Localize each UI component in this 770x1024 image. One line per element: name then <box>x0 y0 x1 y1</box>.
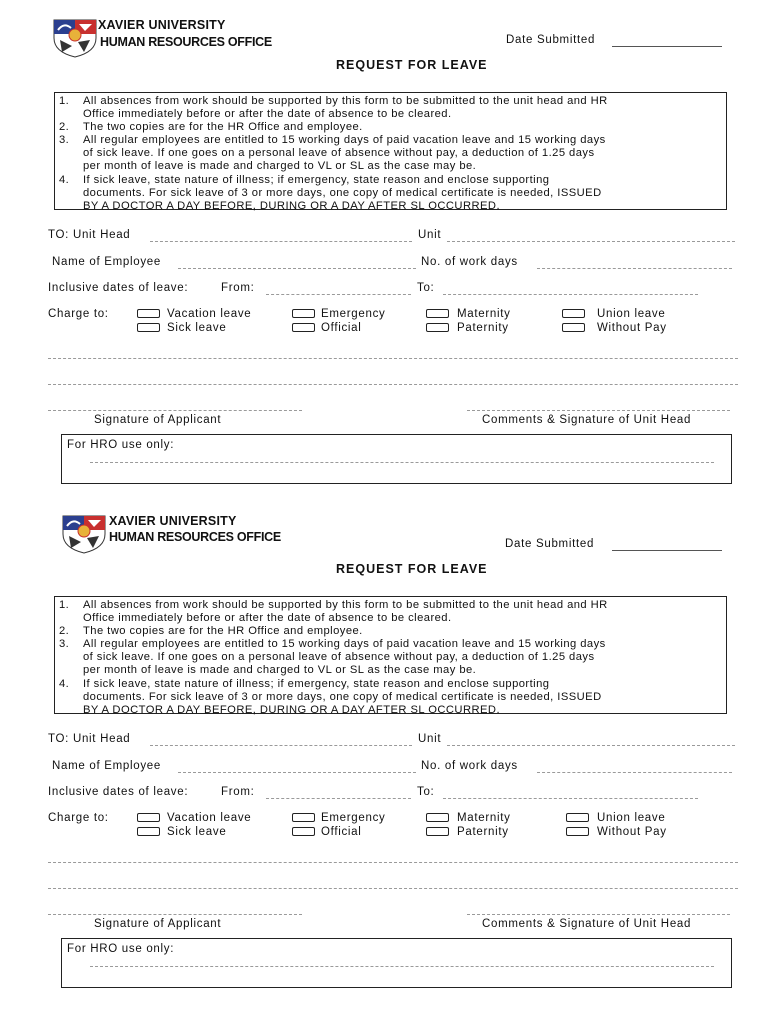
hro-notes-line[interactable] <box>90 462 714 463</box>
emergency-checkbox[interactable] <box>292 813 315 822</box>
instruction-item: 2. The two copies are for the HR Office and employee. <box>59 625 363 638</box>
paternity-checkbox[interactable] <box>426 323 449 332</box>
sick-leave-checkbox[interactable] <box>137 323 160 332</box>
inclusive-dates-label: Inclusive dates of leave: <box>48 282 189 294</box>
inclusive-dates-label: Inclusive dates of leave: <box>48 786 189 798</box>
union-leave-checkbox[interactable] <box>566 813 589 822</box>
applicant-signature-label: Signature of Applicant <box>94 414 222 426</box>
maternity-checkbox[interactable] <box>426 813 449 822</box>
unit-head-field[interactable] <box>150 241 412 242</box>
instruction-item: Office immediately before or after the date of absence to be cleared. <box>83 612 452 625</box>
form-title: REQUEST FOR LEAVE <box>336 58 488 72</box>
form-title: REQUEST FOR LEAVE <box>336 562 488 576</box>
instruction-item: 1. All absences from work should be supported by this form to be submitted to the unit head and HR <box>59 95 608 107</box>
official-label: Official <box>321 322 362 334</box>
date-submitted-label: Date Submitted <box>506 34 596 46</box>
instruction-item: 4. If sick leave, state nature of illness; if emergency, state reason and enclose supporting <box>59 173 550 186</box>
applicant-signature-line[interactable] <box>48 914 302 915</box>
union-leave-checkbox[interactable] <box>562 309 585 318</box>
instruction-item: per month of leave is made and charged to VL or SL as the case may be. <box>83 160 477 173</box>
paternity-label: Paternity <box>457 322 509 334</box>
reason-line[interactable] <box>48 888 738 889</box>
emergency-label: Emergency <box>321 308 386 320</box>
hro-use-box <box>61 434 732 484</box>
from-label: From: <box>221 786 255 798</box>
sick-leave-label: Sick leave <box>167 826 227 838</box>
university-seal-icon <box>61 512 107 554</box>
employee-name-field[interactable] <box>178 268 416 269</box>
hro-use-box <box>61 938 732 988</box>
instruction-item: per month of leave is made and charged to VL or SL as the case may be. <box>83 664 477 677</box>
to-label: To: <box>417 786 435 798</box>
instruction-item: documents. For sick leave of 3 or more days, one copy of medical certificate is needed, ISSUED <box>83 186 602 199</box>
date-submitted-field[interactable] <box>612 550 722 551</box>
emergency-checkbox[interactable] <box>292 309 315 318</box>
vacation-leave-label: Vacation leave <box>167 308 252 320</box>
to-date-field[interactable] <box>443 294 698 295</box>
unit-head-signature-label: Comments & Signature of Unit Head <box>482 414 692 426</box>
vacation-leave-checkbox[interactable] <box>137 309 160 318</box>
instruction-item: documents. For sick leave of 3 or more days, one copy of medical certificate is needed, ISSUED <box>83 690 602 703</box>
unit-head-signature-label: Comments & Signature of Unit Head <box>482 918 692 930</box>
union-leave-label: Union leave <box>597 308 666 320</box>
reason-line[interactable] <box>48 358 738 359</box>
unit-head-signature-line[interactable] <box>467 914 730 915</box>
instruction-item: Office immediately before or after the date of absence to be cleared. <box>83 108 452 121</box>
without-pay-label: Without Pay <box>597 826 667 838</box>
vacation-leave-label: Vacation leave <box>167 812 252 824</box>
unit-field[interactable] <box>447 745 735 746</box>
unit-head-field[interactable] <box>150 745 412 746</box>
to-unit-head-label: TO: Unit Head <box>48 733 131 745</box>
emergency-label: Emergency <box>321 812 386 824</box>
instruction-item: of sick leave. If one goes on a personal leave of absence without pay, a deduction of 1.25 days <box>83 147 595 160</box>
employee-name-field[interactable] <box>178 772 416 773</box>
paternity-label: Paternity <box>457 826 509 838</box>
hro-use-label: For HRO use only: <box>67 943 175 955</box>
applicant-signature-line[interactable] <box>48 410 302 411</box>
charge-to-label: Charge to: <box>48 308 109 320</box>
employee-name-label: Name of Employee <box>52 760 161 772</box>
work-days-field[interactable] <box>537 268 732 269</box>
to-date-field[interactable] <box>443 798 698 799</box>
university-name: XAVIER UNIVERSITY <box>98 18 226 32</box>
unit-head-signature-line[interactable] <box>467 410 730 411</box>
employee-name-label: Name of Employee <box>52 256 161 268</box>
instruction-item: BY A DOCTOR A DAY BEFORE, DURING OR A DAY AFTER SL OCCURRED. <box>83 703 500 716</box>
instruction-item: 2. The two copies are for the HR Office and employee. <box>59 121 363 134</box>
work-days-label: No. of work days <box>421 256 518 268</box>
university-name: XAVIER UNIVERSITY <box>109 514 237 528</box>
without-pay-checkbox[interactable] <box>566 827 589 836</box>
unit-label: Unit <box>418 733 442 745</box>
to-label: To: <box>417 282 435 294</box>
sick-leave-checkbox[interactable] <box>137 827 160 836</box>
paternity-checkbox[interactable] <box>426 827 449 836</box>
unit-label: Unit <box>418 229 442 241</box>
unit-field[interactable] <box>447 241 735 242</box>
instruction-item: BY A DOCTOR A DAY BEFORE, DURING OR A DAY AFTER SL OCCURRED. <box>83 199 500 212</box>
applicant-signature-label: Signature of Applicant <box>94 918 222 930</box>
official-checkbox[interactable] <box>292 323 315 332</box>
from-date-field[interactable] <box>266 798 411 799</box>
instructions-box <box>54 92 727 210</box>
instruction-item: of sick leave. If one goes on a personal leave of absence without pay, a deduction of 1.25 days <box>83 651 595 664</box>
maternity-label: Maternity <box>457 308 511 320</box>
from-label: From: <box>221 282 255 294</box>
without-pay-label: Without Pay <box>597 322 667 334</box>
university-seal-icon <box>52 16 98 58</box>
instructions-box <box>54 596 727 714</box>
leave-form-top <box>0 0 770 504</box>
without-pay-checkbox[interactable] <box>562 323 585 332</box>
instruction-item: 1. All absences from work should be supported by this form to be submitted to the unit head and HR <box>59 599 608 611</box>
date-submitted-field[interactable] <box>612 46 722 47</box>
hro-notes-line[interactable] <box>90 966 714 967</box>
official-checkbox[interactable] <box>292 827 315 836</box>
date-submitted-label: Date Submitted <box>505 538 595 550</box>
instruction-item: 4. If sick leave, state nature of illness; if emergency, state reason and enclose supporting <box>59 677 550 690</box>
work-days-label: No. of work days <box>421 760 518 772</box>
charge-to-label: Charge to: <box>48 812 109 824</box>
to-unit-head-label: TO: Unit Head <box>48 229 131 241</box>
office-name: HUMAN RESOURCES OFFICE <box>100 35 272 49</box>
office-name: HUMAN RESOURCES OFFICE <box>109 530 281 544</box>
reason-line[interactable] <box>48 384 738 385</box>
sick-leave-label: Sick leave <box>167 322 227 334</box>
instruction-item: 3. All regular employees are entitled to 15 working days of paid vacation leave and 15 working days <box>59 134 606 147</box>
instruction-item: 3. All regular employees are entitled to 15 working days of paid vacation leave and 15 working days <box>59 638 606 651</box>
leave-form-bottom <box>0 504 770 1008</box>
work-days-field[interactable] <box>537 772 732 773</box>
from-date-field[interactable] <box>266 294 411 295</box>
maternity-label: Maternity <box>457 812 511 824</box>
reason-line[interactable] <box>48 862 738 863</box>
vacation-leave-checkbox[interactable] <box>137 813 160 822</box>
maternity-checkbox[interactable] <box>426 309 449 318</box>
union-leave-label: Union leave <box>597 812 666 824</box>
hro-use-label: For HRO use only: <box>67 439 175 451</box>
official-label: Official <box>321 826 362 838</box>
